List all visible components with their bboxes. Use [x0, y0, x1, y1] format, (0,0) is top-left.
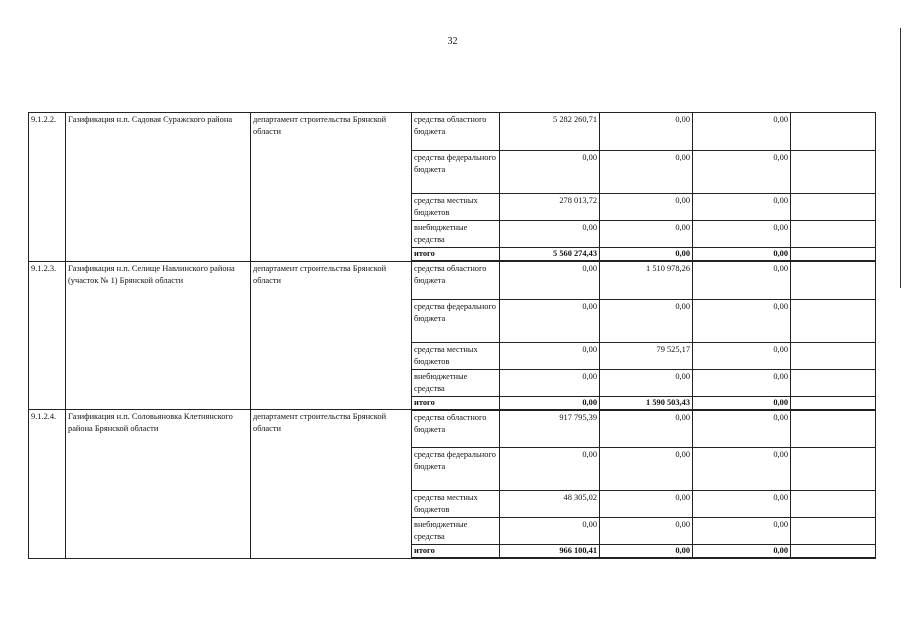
amount-cell: 0,00	[693, 221, 791, 248]
budget-table-body	[29, 113, 876, 559]
empty-cell	[791, 369, 876, 396]
amount-cell: 79 525,17	[600, 342, 693, 369]
amount-cell: 0,00	[693, 396, 791, 410]
project-name: Газификация н.п. Селище Навлинского района (участок № 1) Брянской области	[66, 261, 251, 410]
empty-cell	[791, 518, 876, 545]
amount-cell: 0,00	[693, 518, 791, 545]
amount-cell: 0,00	[500, 518, 600, 545]
amount-cell: 48 305,02	[500, 491, 600, 518]
source-row	[29, 261, 876, 299]
project-code: 9.1.2.3.	[29, 261, 66, 410]
amount-cell: 0,00	[500, 299, 600, 342]
amount-cell: 0,00	[600, 221, 693, 248]
empty-cell	[791, 261, 876, 299]
project-name: Газификация н.п. Садовая Суражского района	[66, 113, 251, 262]
amount-cell: 0,00	[693, 248, 791, 262]
project-department: департамент строительства Брянской области	[251, 113, 412, 262]
project-name: Газификация н.п. Соловьяновка Клетнянского района Брянской области	[66, 410, 251, 559]
amount-cell: 0,00	[600, 248, 693, 262]
source-row	[29, 410, 876, 448]
total-label: итого	[412, 545, 500, 559]
amount-cell: 0,00	[693, 299, 791, 342]
amount-cell: 0,00	[500, 342, 600, 369]
amount-cell: 0,00	[600, 194, 693, 221]
amount-cell: 0,00	[693, 342, 791, 369]
amount-cell: 0,00	[500, 151, 600, 194]
amount-cell: 0,00	[693, 545, 791, 559]
page-number: 32	[447, 36, 458, 47]
empty-cell	[791, 151, 876, 194]
funding-source: средства местных бюджетов	[412, 194, 500, 221]
empty-cell	[791, 491, 876, 518]
funding-source: средства местных бюджетов	[412, 491, 500, 518]
funding-source: средства федерального бюджета	[412, 299, 500, 342]
amount-cell: 0,00	[600, 113, 693, 151]
amount-cell: 0,00	[600, 518, 693, 545]
amount-cell: 5 560 274,43	[500, 248, 600, 262]
amount-cell: 0,00	[600, 545, 693, 559]
funding-source: внебюджетные средства	[412, 518, 500, 545]
empty-cell	[791, 299, 876, 342]
budget-table	[28, 112, 876, 559]
empty-cell	[791, 448, 876, 491]
amount-cell: 0,00	[600, 369, 693, 396]
empty-cell	[791, 410, 876, 448]
amount-cell: 0,00	[500, 369, 600, 396]
empty-cell	[791, 342, 876, 369]
amount-cell: 0,00	[500, 448, 600, 491]
funding-source: средства федерального бюджета	[412, 151, 500, 194]
budget-table-wrap	[28, 112, 875, 559]
amount-cell: 0,00	[693, 113, 791, 151]
amount-cell: 0,00	[600, 448, 693, 491]
project-department: департамент строительства Брянской области	[251, 261, 412, 410]
funding-source: внебюджетные средства	[412, 369, 500, 396]
amount-cell: 0,00	[693, 369, 791, 396]
funding-source: средства местных бюджетов	[412, 342, 500, 369]
total-label: итого	[412, 248, 500, 262]
amount-cell: 0,00	[693, 410, 791, 448]
amount-cell: 0,00	[600, 299, 693, 342]
funding-source: внебюджетные средства	[412, 221, 500, 248]
empty-cell	[791, 194, 876, 221]
page-edge-line	[900, 28, 901, 288]
funding-source: средства федерального бюджета	[412, 448, 500, 491]
amount-cell: 966 100,41	[500, 545, 600, 559]
amount-cell: 0,00	[600, 151, 693, 194]
empty-cell	[791, 221, 876, 248]
empty-cell	[791, 248, 876, 262]
project-code: 9.1.2.4.	[29, 410, 66, 559]
amount-cell: 278 013,72	[500, 194, 600, 221]
amount-cell: 0,00	[500, 221, 600, 248]
source-row	[29, 113, 876, 151]
amount-cell: 0,00	[693, 261, 791, 299]
amount-cell: 1 510 978,26	[600, 261, 693, 299]
amount-cell: 0,00	[693, 491, 791, 518]
amount-cell: 0,00	[600, 491, 693, 518]
amount-cell: 5 282 260,71	[500, 113, 600, 151]
amount-cell: 0,00	[500, 396, 600, 410]
amount-cell: 1 590 503,43	[600, 396, 693, 410]
total-label: итого	[412, 396, 500, 410]
project-code: 9.1.2.2.	[29, 113, 66, 262]
empty-cell	[791, 113, 876, 151]
amount-cell: 917 795,39	[500, 410, 600, 448]
empty-cell	[791, 396, 876, 410]
amount-cell: 0,00	[500, 261, 600, 299]
empty-cell	[791, 545, 876, 559]
amount-cell: 0,00	[693, 151, 791, 194]
funding-source: средства областного бюджета	[412, 261, 500, 299]
amount-cell: 0,00	[600, 410, 693, 448]
funding-source: средства областного бюджета	[412, 113, 500, 151]
project-department: департамент строительства Брянской области	[251, 410, 412, 559]
amount-cell: 0,00	[693, 194, 791, 221]
amount-cell: 0,00	[693, 448, 791, 491]
funding-source: средства областного бюджета	[412, 410, 500, 448]
